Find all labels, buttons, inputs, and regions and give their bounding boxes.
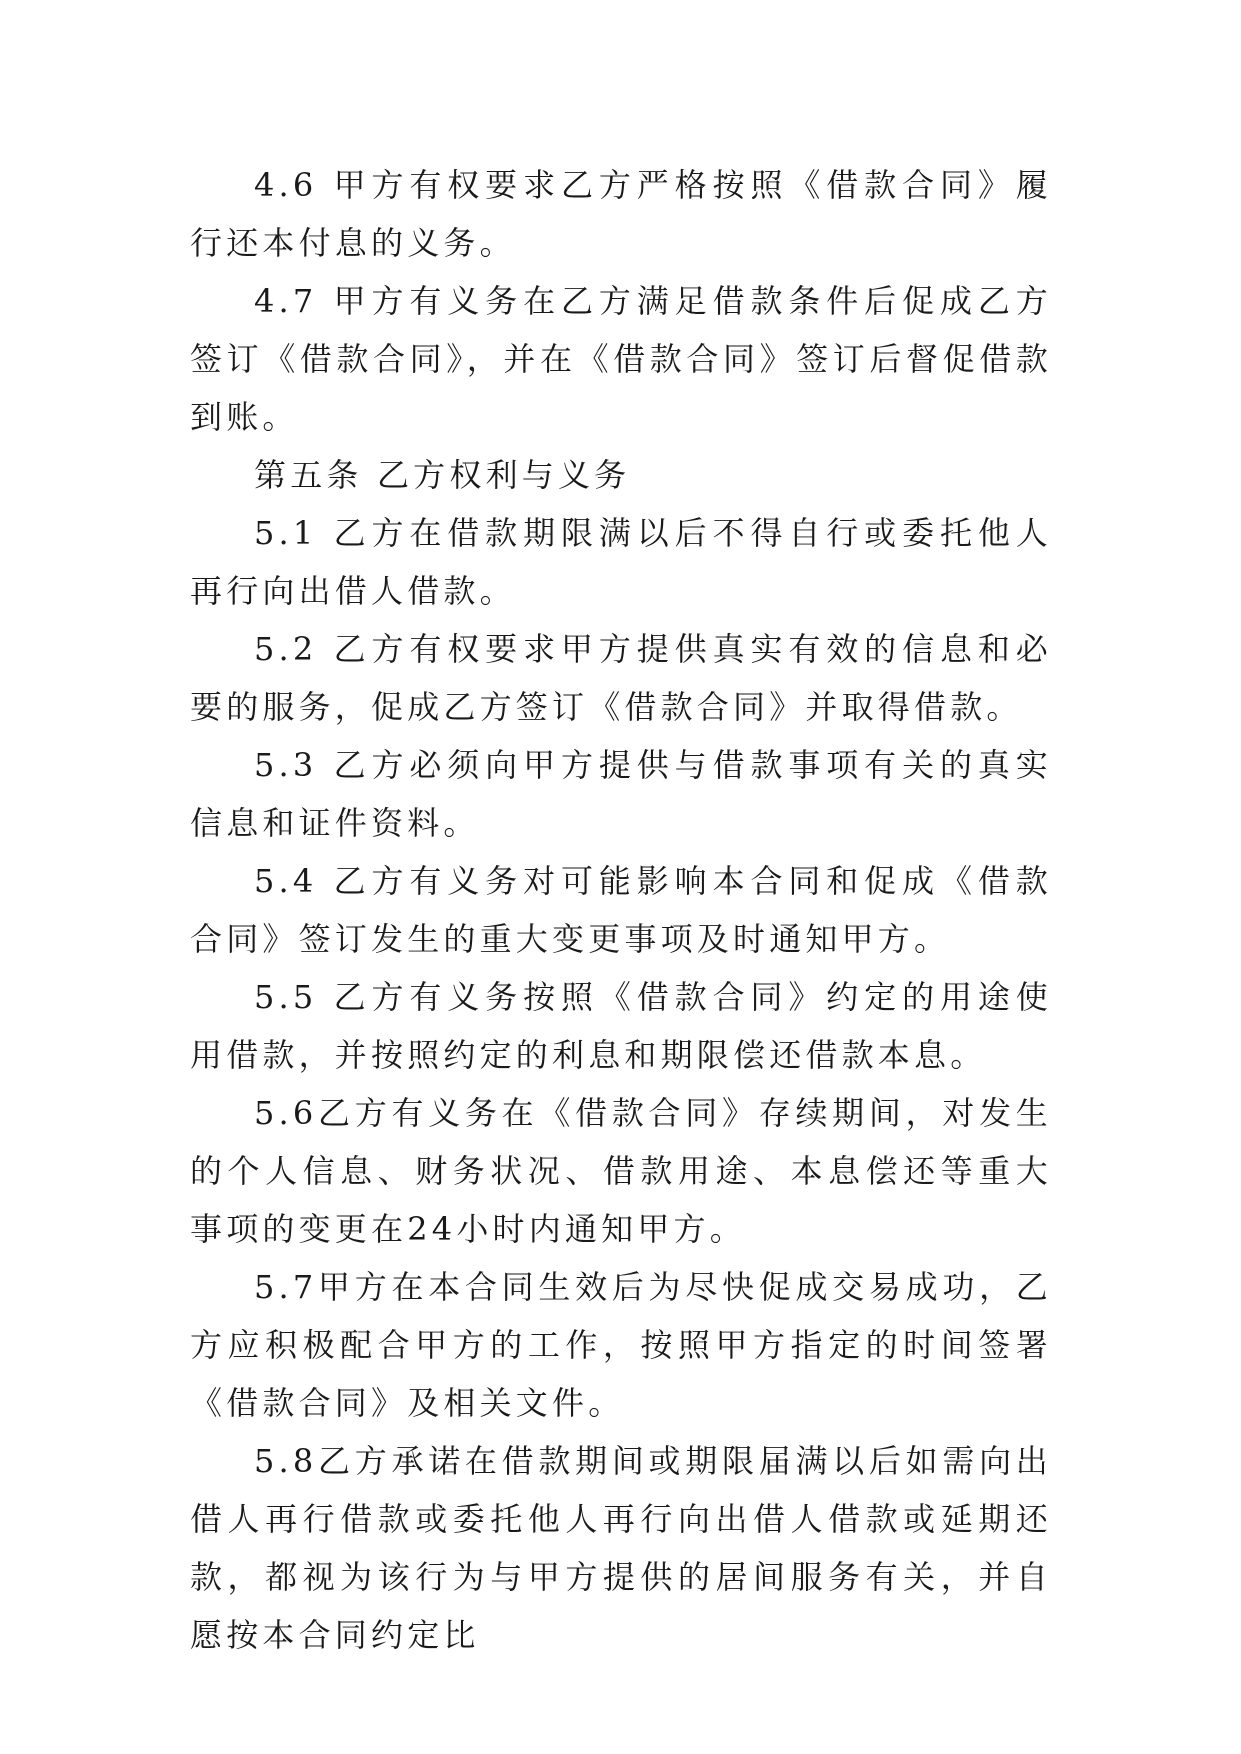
clause-5-4: 5.4 乙方有义务对可能影响本合同和促成《借款合同》签订发生的重大变更事项及时通知甲方。 <box>190 862 1052 958</box>
document-body <box>190 156 1052 1664</box>
clause-5-3: 5.3 乙方必须向甲方提供与借款事项有关的真实信息和证件资料。 <box>190 746 1052 842</box>
clause-4-7: 4.7 甲方有义务在乙方满足借款条件后促成乙方签订《借款合同》，并在《借款合同》签订后督促借款到账。 <box>190 282 1052 436</box>
clause-5-2: 5.2 乙方有权要求甲方提供真实有效的信息和必要的服务，促成乙方签订《借款合同》并取得借款。 <box>190 630 1052 726</box>
clause-5-7: 5.7甲方在本合同生效后为尽快促成交易成功，乙方应积极配合甲方的工作，按照甲方指定的时间签署《借款合同》及相关文件。 <box>190 1268 1052 1422</box>
clause-5-8: 5.8乙方承诺在借款期间或期限届满以后如需向出借人再行借款或委托他人再行向出借人借款或延期还款，都视为该行为与甲方提供的居间服务有关，并自愿按本合同约定比 <box>190 1442 1052 1654</box>
clause-5-1: 5.1 乙方在借款期限满以后不得自行或委托他人再行向出借人借款。 <box>190 514 1052 610</box>
section-heading-article-5: 第五条 乙方权利与义务 <box>254 456 631 494</box>
clause-5-5: 5.5 乙方有义务按照《借款合同》约定的用途使用借款，并按照约定的利息和期限偿还借款本息。 <box>190 978 1052 1074</box>
clause-5-6: 5.6乙方有义务在《借款合同》存续期间，对发生的个人信息、财务状况、借款用途、本息偿还等重大事项的变更在24小时内通知甲方。 <box>190 1094 1052 1248</box>
clause-4-6: 4.6 甲方有权要求乙方严格按照《借款合同》履行还本付息的义务。 <box>190 166 1052 262</box>
